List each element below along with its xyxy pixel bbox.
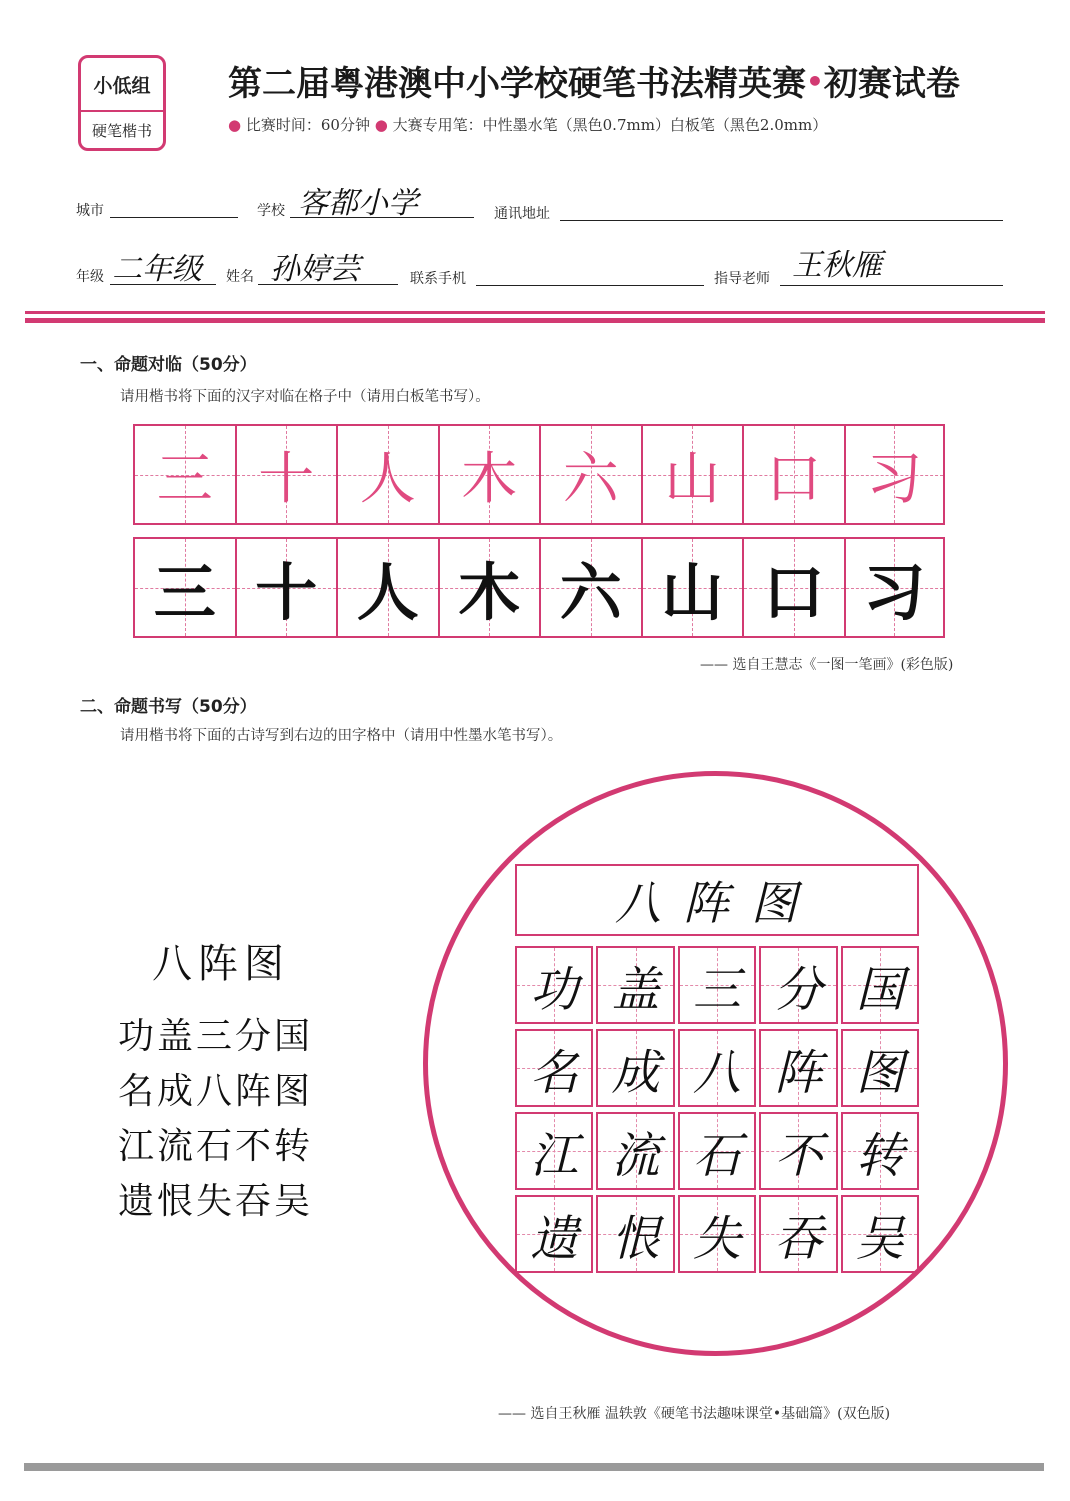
address-field[interactable] — [560, 220, 1003, 221]
written-char-cell[interactable]: 山 — [641, 537, 743, 638]
tianzige-cell[interactable]: 恨 — [596, 1195, 674, 1273]
tianzige-cell[interactable]: 盖 — [596, 946, 674, 1024]
tianzige-row — [515, 1195, 919, 1273]
address-label: 通讯地址 — [494, 206, 550, 222]
model-char-row — [133, 424, 945, 525]
model-char-cell: 十 — [235, 424, 337, 525]
section1-credit: —— 选自王慧志《一图一笔画》(彩色版) — [700, 657, 954, 673]
poem-line: 遗恨失吞吴 — [118, 1181, 314, 1222]
written-char-cell[interactable]: 口 — [742, 537, 844, 638]
written-title: 八阵图 — [615, 876, 819, 930]
exam-pens: 大赛专用笔：中性墨水笔（黑色0.7mm）白板笔（黑色2.0mm） — [392, 116, 828, 134]
poem-title: 八阵图 — [152, 941, 290, 987]
title-tail: 初赛试卷 — [823, 64, 960, 104]
model-char-cell: 人 — [336, 424, 438, 525]
written-char-cell[interactable]: 习 — [844, 537, 946, 638]
model-char-cell: 六 — [539, 424, 641, 525]
name-value: 孙婷芸 — [270, 252, 360, 287]
section1-heading: 一、命题对临（50分） — [80, 355, 257, 375]
tianzige-cell[interactable]: 分 — [759, 946, 837, 1024]
section1-description: 请用楷书将下面的汉字对临在格子中（请用白板笔书写）。 — [120, 389, 490, 405]
tianzige-cell[interactable]: 江 — [515, 1112, 593, 1190]
teacher-field[interactable] — [780, 285, 1003, 286]
poem-line: 功盖三分国 — [118, 1016, 314, 1057]
school-label: 学校 — [257, 203, 285, 219]
school-value: 客都小学 — [298, 186, 418, 221]
section2-heading: 二、命题书写（50分） — [80, 697, 257, 717]
poem-line: 名成八阵图 — [118, 1071, 314, 1112]
tianzige-row — [515, 1112, 919, 1190]
tianzige-cell[interactable]: 吞 — [759, 1195, 837, 1273]
written-char-cell[interactable]: 人 — [336, 537, 438, 638]
badge-style-label: 硬笔楷书 — [91, 121, 152, 140]
header-divider-thick — [25, 318, 1045, 323]
bullet-icon: ● — [374, 116, 388, 134]
tianzige-cell[interactable]: 不 — [759, 1112, 837, 1190]
model-char-cell: 山 — [641, 424, 743, 525]
tianzige-cell[interactable]: 流 — [596, 1112, 674, 1190]
bullet-icon: ● — [228, 116, 242, 134]
tianzige-cell[interactable]: 阵 — [759, 1029, 837, 1107]
section2-credit: —— 选自王秋雁 温轶敦《硬笔书法趣味课堂•基础篇》(双色版) — [498, 1406, 891, 1422]
model-char-cell: 木 — [438, 424, 540, 525]
phone-field[interactable] — [476, 285, 704, 286]
written-title-box[interactable] — [515, 864, 919, 936]
tianzige-cell[interactable]: 三 — [678, 946, 756, 1024]
city-label: 城市 — [76, 203, 104, 219]
model-char-cell: 口 — [742, 424, 844, 525]
written-char-cell[interactable]: 木 — [438, 537, 540, 638]
exam-info — [228, 114, 1018, 138]
title-dot: • — [806, 65, 824, 98]
section2-description: 请用楷书将下面的古诗写到右边的田字格中（请用中性墨水笔书写）。 — [120, 728, 563, 744]
tianzige-cell[interactable]: 成 — [596, 1029, 674, 1107]
phone-label: 联系手机 — [410, 271, 466, 287]
tianzige-cell[interactable]: 名 — [515, 1029, 593, 1107]
written-char-cell[interactable]: 三 — [133, 537, 235, 638]
header-divider — [25, 311, 1045, 314]
tianzige-cell[interactable]: 转 — [841, 1112, 919, 1190]
tianzige-cell[interactable]: 吴 — [841, 1195, 919, 1273]
tianzige-cell[interactable]: 失 — [678, 1195, 756, 1273]
written-char-cell[interactable]: 六 — [539, 537, 641, 638]
teacher-value: 王秋雁 — [792, 248, 882, 283]
page-title — [228, 56, 1008, 106]
tianzige-cell[interactable]: 八 — [678, 1029, 756, 1107]
exam-time: 比赛时间：60分钟 — [245, 116, 370, 134]
teacher-label: 指导老师 — [714, 271, 770, 287]
tianzige-cell[interactable]: 国 — [841, 946, 919, 1024]
group-badge — [78, 55, 166, 151]
tianzige-cell[interactable]: 石 — [678, 1112, 756, 1190]
badge-group-label: 小低组 — [81, 58, 163, 112]
model-char-cell: 习 — [844, 424, 946, 525]
title-main: 第二届粤港澳中小学校硬笔书法精英赛 — [228, 64, 806, 104]
tianzige-cell[interactable]: 遗 — [515, 1195, 593, 1273]
city-field[interactable] — [110, 217, 238, 218]
grade-value: 二年级 — [112, 252, 202, 287]
tianzige-cell[interactable]: 功 — [515, 946, 593, 1024]
tianzige-row — [515, 946, 919, 1024]
written-char-cell[interactable]: 十 — [235, 537, 337, 638]
name-label: 姓名 — [226, 269, 254, 285]
tianzige-row — [515, 1029, 919, 1107]
written-char-row — [133, 537, 945, 638]
grade-label: 年级 — [76, 269, 104, 285]
tianzige-cell[interactable]: 图 — [841, 1029, 919, 1107]
poem-line: 江流石不转 — [118, 1126, 314, 1167]
footer-bar — [24, 1463, 1044, 1471]
model-char-cell: 三 — [133, 424, 235, 525]
